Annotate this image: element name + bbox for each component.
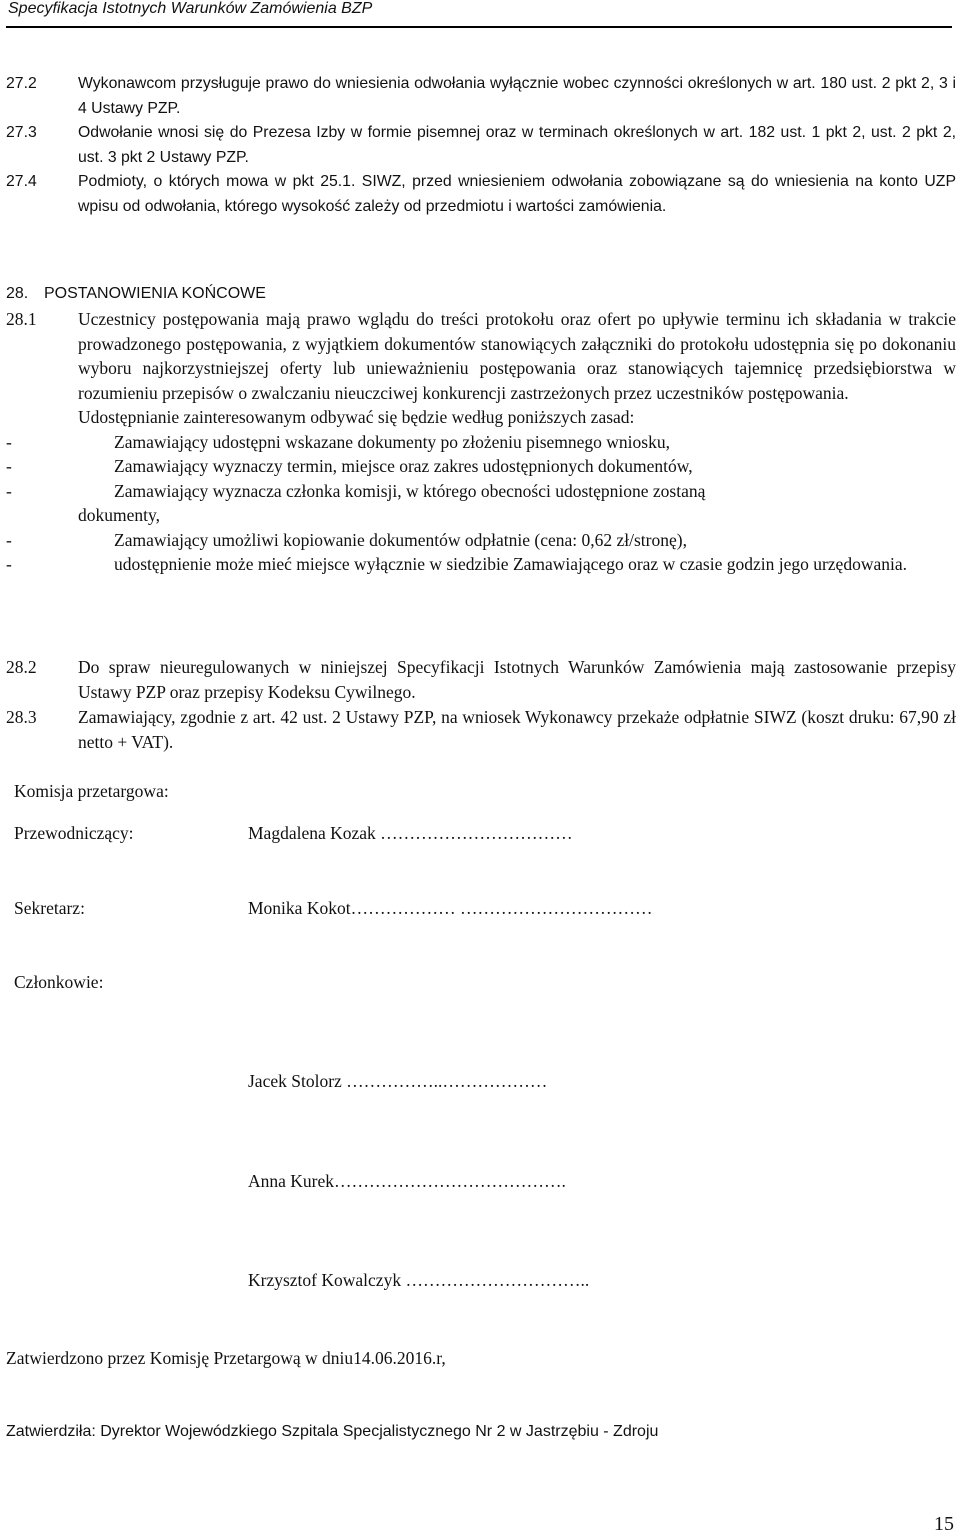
member-signature-line: Anna Kurek………………………………….	[248, 1171, 566, 1191]
paragraph-number: 28.1	[6, 309, 37, 329]
rule-text: Zamawiający wyznacza członka komisji, w którego obecności udostępnione zostaną	[114, 480, 706, 501]
rule-text: udostępnienie może mieć miejsce wyłącznie w siedzibie Zamawiającego oraz w czasie godzin jego urzędowania.	[114, 554, 907, 574]
rule-text: Zamawiający udostępni wskazane dokumenty po złożeniu pisemnego wniosku,	[114, 431, 670, 452]
chair-signature-line: Magdalena Kozak ……………………………	[248, 823, 573, 843]
member-signature-line: Jacek Stolorz ……………..………………	[248, 1071, 548, 1091]
secretary-role: Sekretarz:	[14, 898, 85, 918]
paragraph-27-3	[6, 121, 956, 170]
approval-statement: Zatwierdzono przez Komisję Przetargową w dniu14.06.2016.r,	[6, 1348, 446, 1368]
paragraph-text: Wykonawcom przysługuje prawo do wniesienia odwołania wyłącznie wobec czynności określonych w art. 180 ust. 2 pkt 2, 3 i 4 Ustawy PZP.	[78, 75, 956, 117]
bullet-dash: -	[6, 480, 12, 501]
paragraph-number: 27.4	[6, 173, 37, 190]
rule-item	[6, 552, 956, 577]
bullet-dash: -	[6, 554, 12, 574]
paragraph-28-3	[6, 705, 956, 754]
bullet-dash: -	[6, 431, 12, 452]
rule-text: Zamawiający wyznaczy termin, miejsce oraz zakres udostępnionych dokumentów,	[114, 456, 693, 476]
bullet-dash: -	[6, 456, 12, 476]
paragraph-text: Do spraw nieuregulowanych w niniejszej Specyfikacji Istotnych Warunków Zamówienia mają zastosowanie przepisy Ustawy PZP oraz przepisy Kodeksu Cywilnego.	[78, 657, 956, 702]
paragraph-text: Zamawiający, zgodnie z art. 42 ust. 2 Ustawy PZP, na wniosek Wykonawcy przekaże odpłatnie SIWZ (koszt druku: 67,90 zł netto + VAT).	[78, 707, 956, 752]
paragraph-text: Odwołanie wnosi się do Prezesa Izby w formie pisemnej oraz w terminach określonych w art. 182 ust. 1 pkt 2, ust. 2 pkt 2, ust. 3 pkt 2 Ustawy PZP.	[78, 124, 956, 166]
paragraph-number: 28.2	[6, 657, 37, 677]
rule-continuation: dokumenty,	[78, 505, 160, 525]
paragraph-28-2	[6, 655, 956, 704]
chair-role: Przewodniczący:	[14, 823, 134, 843]
page-number: 15	[934, 1513, 954, 1535]
rules-intro: Udostępnianie zainteresowanym odbywać się będzie według poniższych zasad:	[78, 407, 635, 427]
commission-label: Komisja przetargowa:	[14, 781, 169, 801]
approver-statement: Zatwierdziła: Dyrektor Wojewódzkiego Szpitala Specjalistycznego Nr 2 w Jastrzębiu - Zdroju	[6, 1423, 659, 1440]
paragraph-text: Uczestnicy postępowania mają prawo wglądu do treści protokołu oraz ofert po upływie terminu ich składania w trakcie prowadzonego postępowania, z wyjątkiem dokumentów stanowiących załączniki do protokołu udostępnia się po dokonaniu wyboru najkorzystniejszej oferty lub unieważnieniu postępowania oraz stanowiących tajemnicę przedsiębiorstwa w rozumieniu przepisów o zwalczaniu nieuczciwej konkurencji zastrzeżonych przez uczestników postępowania.	[78, 309, 956, 403]
rule-item	[6, 479, 956, 504]
paragraph-28-1	[6, 307, 956, 577]
rule-item	[6, 430, 956, 455]
members-role: Członkowie:	[14, 972, 104, 992]
section-number: 28.	[6, 285, 29, 302]
section-title: POSTANOWIENIA KOŃCOWE	[44, 285, 266, 302]
page-header	[6, 0, 952, 28]
paragraph-27-4	[6, 170, 956, 219]
member-signature-line: Krzysztof Kowalczyk …………………………..	[248, 1270, 590, 1290]
paragraph-number: 28.3	[6, 707, 37, 727]
bullet-dash: -	[6, 529, 12, 550]
paragraph-number: 27.3	[6, 124, 37, 141]
rule-item	[6, 454, 956, 479]
rule-item	[6, 528, 956, 553]
paragraph-text: Podmioty, o których mowa w pkt 25.1. SIWZ, przed wniesieniem odwołania zobowiązane są do wniesienia na konto UZP wpisu od odwołania, którego wysokość zależy od przedmiotu i wartości zamówienia.	[78, 173, 956, 215]
section-heading	[6, 282, 266, 306]
paragraph-27-2	[6, 72, 956, 121]
document-title: Specyfikacja Istotnych Warunków Zamówienia BZP	[8, 0, 373, 17]
secretary-signature-line: Monika Kokot……………… ……………………………	[248, 898, 653, 918]
rule-text: Zamawiający umożliwi kopiowanie dokumentów odpłatnie (cena: 0,62 zł/stronę),	[114, 529, 687, 550]
paragraph-number: 27.2	[6, 75, 37, 92]
